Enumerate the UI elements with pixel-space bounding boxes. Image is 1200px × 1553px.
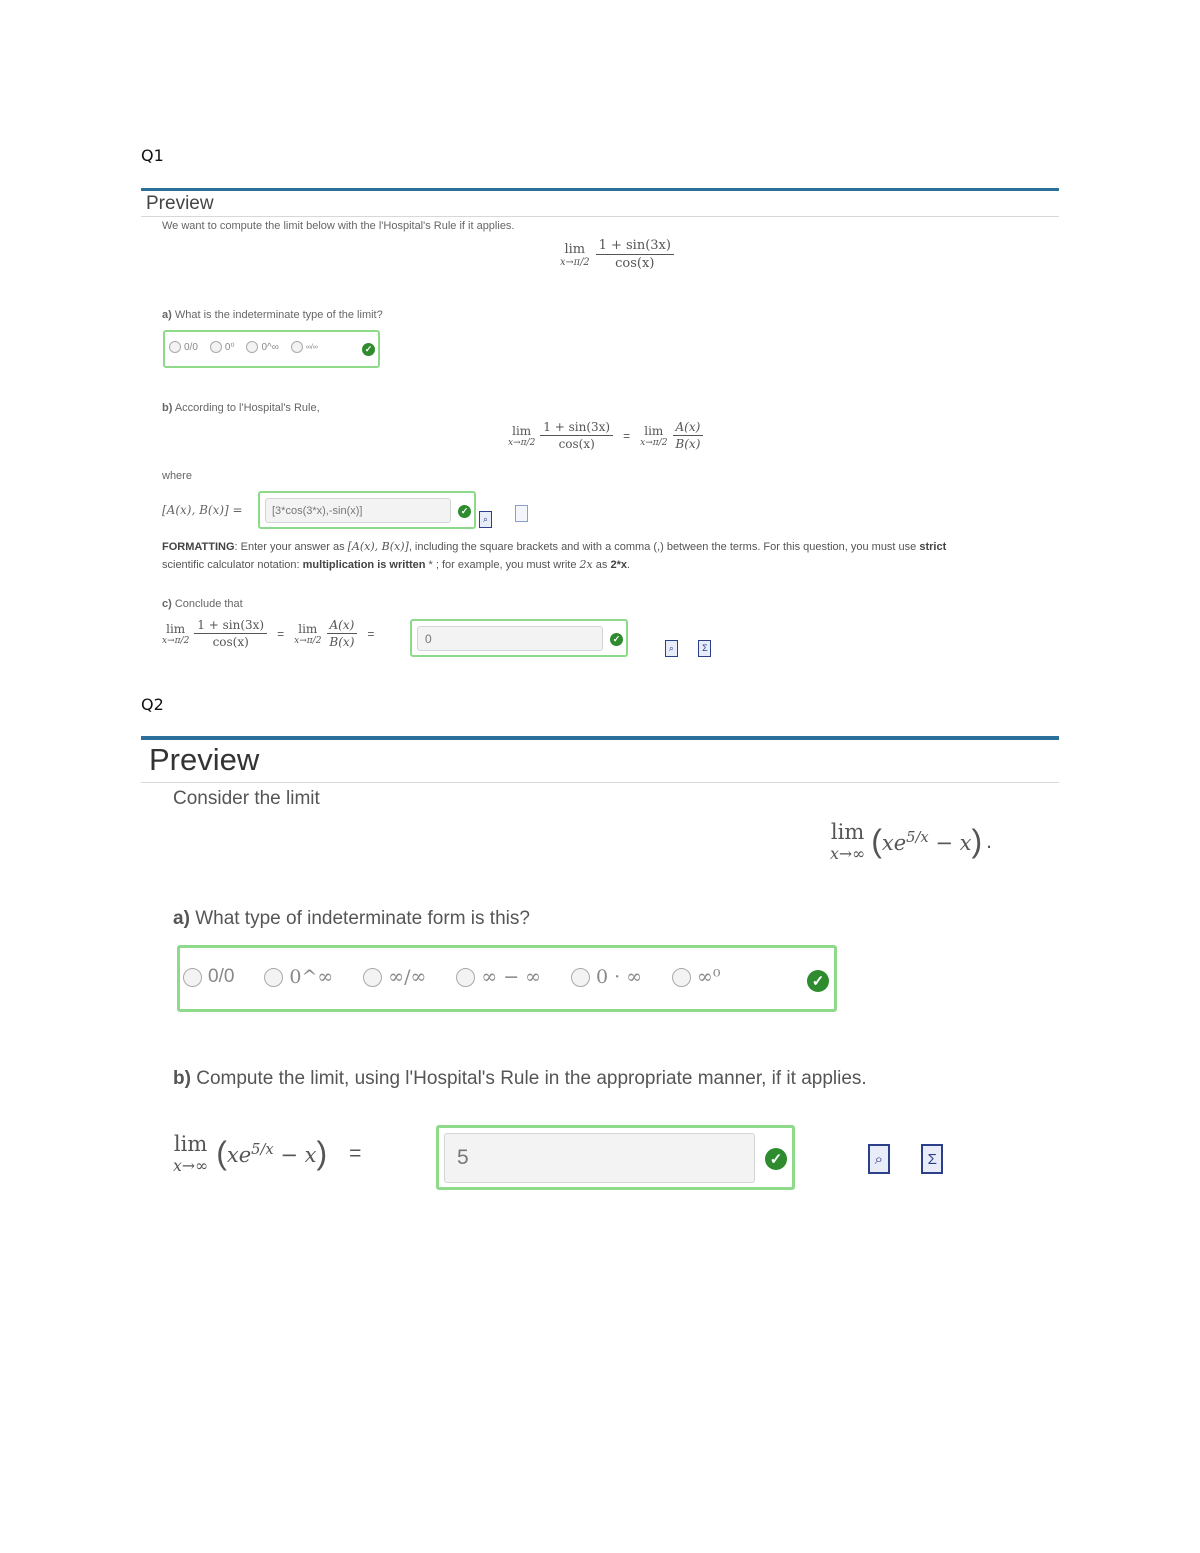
q1-part-b-input[interactable]: [3*cos(3*x),-sin(x)] (265, 498, 451, 523)
q1-rule-equation (508, 420, 703, 451)
q2-option-inf-pow-0[interactable] (672, 966, 720, 988)
lim-word: lim (166, 621, 186, 636)
q2-part-a-answer-box (177, 945, 837, 1012)
q2-option-inf-minus-inf[interactable] (456, 966, 541, 988)
option-label: 0^∞ (261, 341, 279, 353)
q1-formatting-note (162, 538, 1062, 574)
q1-lim-operator (560, 242, 590, 268)
q1-option-0-0[interactable] (169, 341, 198, 353)
q2-intro: Consider the limit (173, 788, 320, 809)
fraction-numerator: 1 + sin(3x) (194, 618, 267, 634)
fraction-denominator: cos(x) (558, 437, 595, 451)
equals-sign: = (349, 1141, 362, 1165)
expr-tail: − x (928, 830, 972, 855)
q2-part-b-input[interactable]: 5 (444, 1133, 755, 1183)
part-b-text: According to l'Hospital's Rule, (174, 402, 320, 414)
paren-close: ) (316, 1135, 328, 1171)
preview-doc-icon[interactable]: ⌕ (665, 640, 678, 657)
option-label: 0^∞ (289, 966, 334, 988)
lim-word: lim (298, 621, 318, 636)
expr-base: xe (226, 1142, 252, 1167)
formula-doc-icon[interactable]: Σ (698, 640, 711, 657)
q1-part-b-question (162, 402, 320, 414)
formula-doc-icon[interactable] (515, 505, 528, 522)
formatting-text: as (592, 559, 611, 571)
formatting-text: , including the square brackets and with a comma (,) between the terms. For this question, you must use (408, 541, 920, 553)
paren-open: ( (871, 823, 882, 859)
fraction-denominator: B(x) (675, 437, 701, 451)
part-a-prefix: a) (162, 309, 172, 321)
q1-option-0-pow-0[interactable] (210, 341, 235, 353)
expr-tail: − x (273, 1142, 317, 1167)
part-a-text: What is the indeterminate type of the limit? (174, 309, 383, 321)
q2-part-b-answer-box (436, 1125, 795, 1190)
equals-sign: = (277, 626, 285, 641)
option-label: 0⁰ (224, 341, 235, 353)
formatting-heading: FORMATTING (162, 541, 235, 553)
q1-preview-underline (141, 216, 1059, 217)
part-b-text: Compute the limit, using l'Hospital's Rule in the appropriate manner, if it applies. (196, 1068, 867, 1089)
lim-word: lim (564, 241, 586, 257)
q2-label: Q2 (141, 695, 164, 714)
formatting-text: : Enter your answer as (234, 541, 348, 553)
lim-word: lim (512, 423, 532, 438)
option-label: 0/0 (208, 966, 235, 987)
fraction (540, 420, 613, 451)
fraction-numerator: 1 + sin(3x) (596, 238, 674, 255)
fraction-numerator: A(x) (673, 420, 704, 436)
q1-option-inf-inf[interactable] (291, 341, 318, 353)
q2-part-b-equation (173, 1132, 361, 1175)
part-c-text: Conclude that (174, 598, 243, 610)
q1-part-a-question (162, 309, 383, 321)
q1-part-a-answer-box (163, 330, 380, 368)
expr-exponent: 5/x (251, 1140, 274, 1158)
fraction (326, 618, 357, 649)
lim-operator (508, 424, 535, 448)
part-b-prefix: b) (173, 1068, 191, 1089)
q2-part-b-question (173, 1068, 867, 1090)
q2-option-inf-inf[interactable] (363, 966, 426, 988)
q1-preview-title: Preview (146, 193, 214, 214)
q1-main-limit (560, 238, 674, 271)
q1-conclusion-equation (162, 618, 374, 649)
check-icon: ✓ (458, 505, 471, 518)
formatting-bold: 2*x (610, 559, 628, 571)
expr-base: xe (881, 830, 907, 855)
lim-subscript: x→π/2 (560, 256, 590, 268)
check-icon: ✓ (362, 343, 375, 356)
option-label: ∞⁰ (697, 966, 721, 988)
formatting-math: [A(x), B(x)] (347, 540, 409, 553)
preview-doc-icon[interactable]: ⌕ (479, 511, 492, 528)
q2-option-0-0[interactable] (183, 966, 234, 988)
part-b-prefix: b) (162, 402, 173, 414)
q1-fraction (596, 238, 674, 271)
q2-preview-underline (141, 782, 1059, 783)
option-label: ∞ − ∞ (481, 966, 541, 988)
q1-label: Q1 (141, 146, 164, 165)
check-icon: ✓ (807, 970, 829, 992)
option-label: 0 · ∞ (595, 966, 643, 988)
q1-input-label: [A(x), B(x)] = (162, 503, 243, 517)
formatting-text: scientific calculator notation: (162, 559, 303, 571)
fraction (194, 618, 267, 649)
check-icon: ✓ (765, 1148, 787, 1170)
lim-operator (173, 1132, 208, 1175)
paren-open: ( (216, 1135, 227, 1171)
lim-subscript: x→π/2 (640, 437, 668, 448)
period: . (986, 829, 993, 853)
q1-where: where (162, 470, 192, 482)
fraction (672, 420, 703, 451)
q1-intro: We want to compute the limit below with the l'Hospital's Rule if it applies. (162, 220, 515, 232)
option-label: ∞/∞ (305, 343, 318, 351)
q1-preview-rule (141, 188, 1059, 191)
lim-operator (294, 622, 321, 646)
lim-subscript: x→π/2 (162, 635, 190, 646)
q2-option-0-pow-inf[interactable] (264, 966, 333, 988)
lim-subscript: x→π/2 (294, 635, 322, 646)
q1-part-b-answer-box (258, 491, 476, 529)
fraction-denominator: cos(x) (615, 256, 655, 271)
formula-doc-icon[interactable]: Σ (921, 1144, 943, 1174)
lim-word: lim (644, 423, 664, 438)
fraction-numerator: 1 + sin(3x) (540, 420, 613, 436)
q2-expression (882, 829, 972, 855)
fraction-denominator: B(x) (329, 635, 355, 649)
q2-option-0-times-inf[interactable] (571, 966, 642, 988)
part-a-text: What type of indeterminate form is this? (195, 908, 530, 929)
paren-close: ) (971, 823, 983, 859)
part-a-prefix: a) (173, 908, 190, 929)
part-c-prefix: c) (162, 598, 172, 610)
q2-preview-rule (141, 736, 1059, 740)
q2-part-a-question (173, 908, 530, 930)
formatting-math: 2x (579, 558, 593, 571)
option-label: 0/0 (184, 341, 198, 353)
lim-operator (830, 820, 865, 863)
formatting-bold: multiplication is written (302, 559, 426, 571)
lim-subscript: x→∞ (830, 844, 866, 863)
preview-doc-icon[interactable]: ⌕ (868, 1144, 890, 1174)
q1-part-c-answer-box (410, 619, 628, 657)
q2-expression (227, 1141, 317, 1167)
lim-subscript: x→∞ (173, 1156, 209, 1175)
lim-operator (640, 424, 667, 448)
q2-preview-title: Preview (149, 742, 260, 777)
fraction-denominator: cos(x) (212, 635, 249, 649)
check-icon: ✓ (610, 633, 623, 646)
expr-exponent: 5/x (906, 828, 929, 846)
formatting-strict: strict (919, 541, 947, 553)
option-label: ∞/∞ (388, 966, 427, 988)
fraction-numerator: A(x) (327, 618, 358, 634)
formatting-text: * ; for example, you must write (425, 559, 580, 571)
equals-sign: = (623, 428, 631, 443)
lim-subscript: x→π/2 (508, 437, 536, 448)
q1-option-0-pow-inf[interactable] (246, 341, 278, 353)
formatting-text: . (627, 559, 631, 571)
q1-part-c-question (162, 598, 243, 610)
q2-main-limit (830, 820, 992, 863)
lim-word: lim (173, 1132, 208, 1156)
equals-sign: = (367, 626, 375, 641)
lim-operator (162, 622, 189, 646)
lim-word: lim (830, 820, 865, 844)
q1-part-c-input[interactable]: 0 (417, 626, 603, 651)
